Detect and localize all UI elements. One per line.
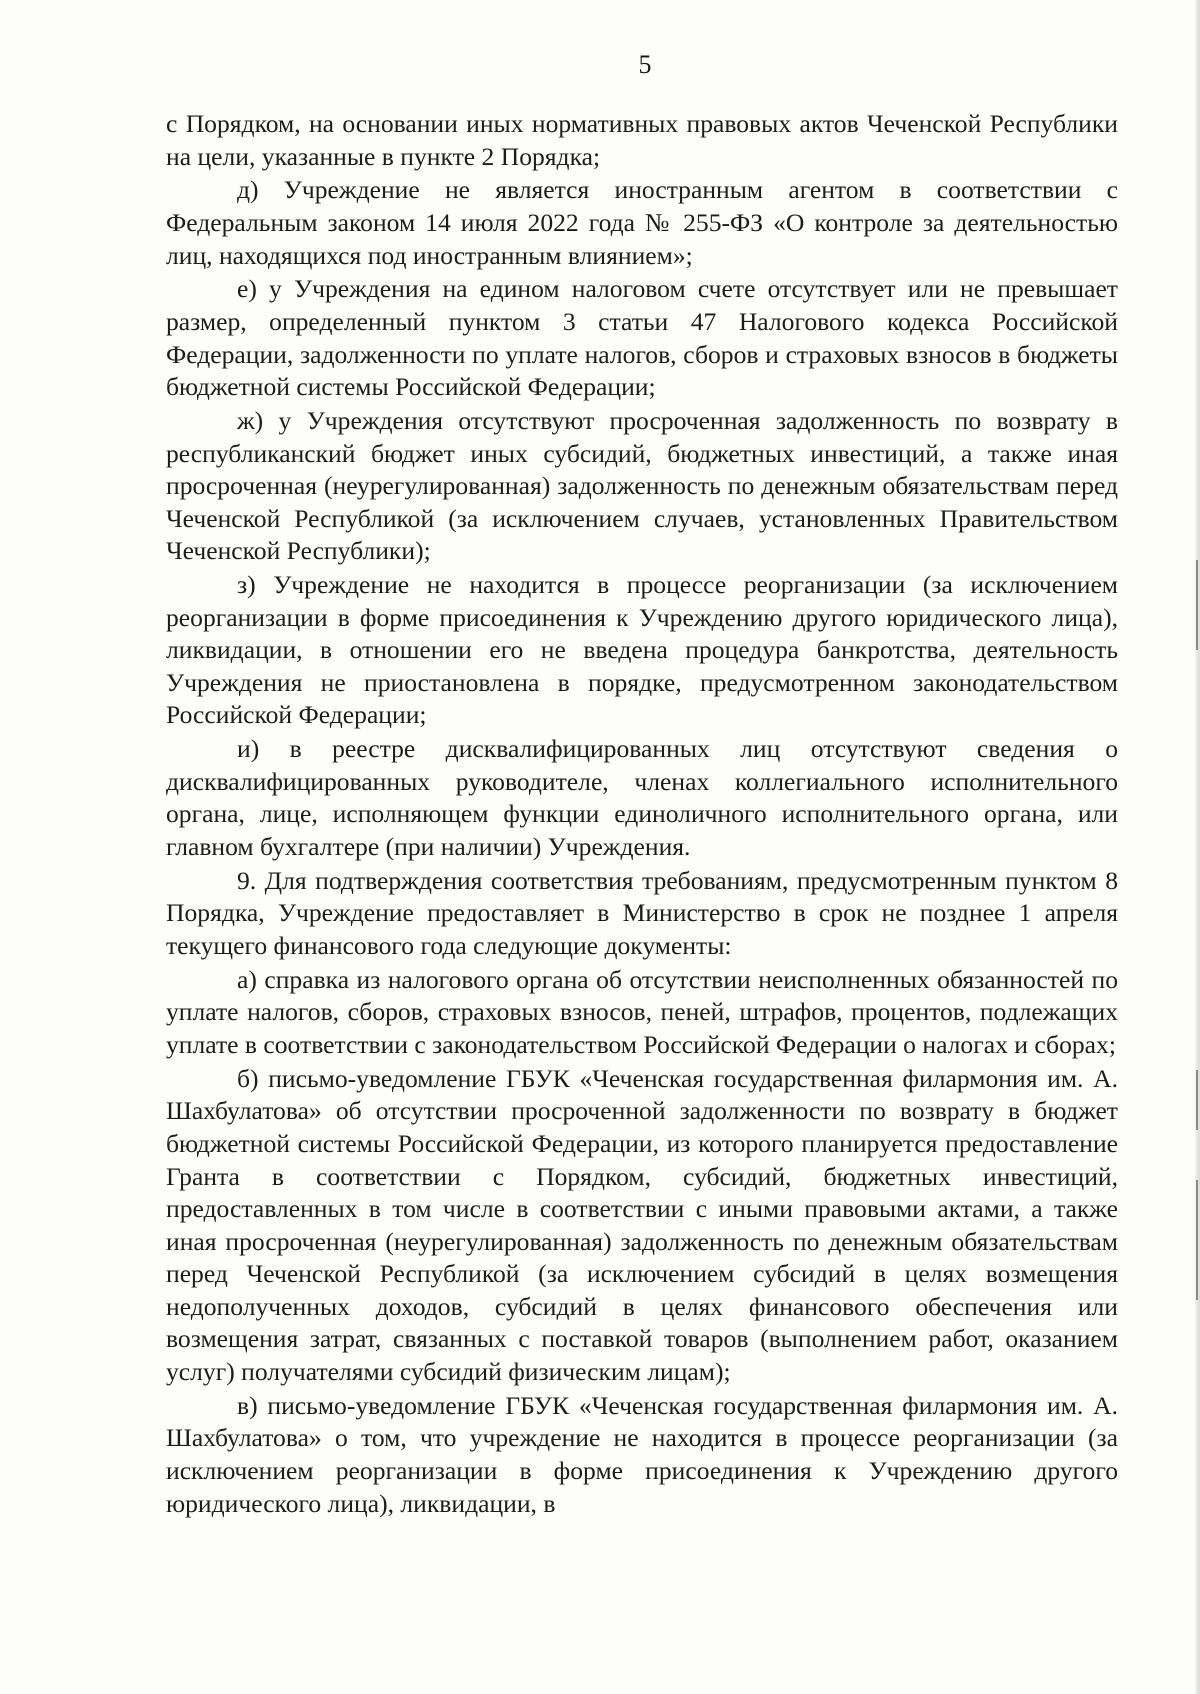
scan-edge-mark: [1196, 1070, 1198, 1130]
paragraph-item-zh: ж) у Учреждения отсутствуют просроченная задолженность по возврату в республиканский бюджет иных субсидий, бюджетных инвестиций, а также иная просроченная (неурегулированная) задолженность по денежным обязательствам перед Чеченской Республикой (за исключением случаев, установленных Правительством Чеченской Республики);: [166, 405, 1118, 566]
paragraph-item-a: а) справка из налогового органа об отсутствии неисполненных обязанностей по уплате налогов, сборов, страховых взносов, пеней, штрафов, процентов, подлежащих уплате в соответствии с законодательством Российской Федерации о налогах и сборах;: [166, 964, 1118, 1059]
paragraph-item-i: и) в реестре дисквалифицированных лиц отсутствуют сведения о дисквалифицированных руководителе, членах коллегиального исполнительного органа, лице, исполняющем функции единоличного исполнительного органа, или главном бухгалтере (при наличии) Учреждения.: [166, 734, 1118, 861]
paragraph-continuation: с Порядком, на основании иных нормативных правовых актов Чеченской Республики на цели, указанные в пункте 2 Порядка;: [166, 109, 1118, 171]
page-number: 5: [638, 50, 652, 79]
scan-edge-mark: [1196, 560, 1198, 650]
paragraph-item-v: в) письмо-уведомление ГБУК «Чеченская государственная филармония им. А. Шахбулатова» о том, что учреждение не находится в процессе реорганизации (за исключением реорганизации в форме присоединения к Учреждению другого юридического лица), ликвидации, в: [166, 1390, 1118, 1518]
paragraph-item-b: б) письмо-уведомление ГБУК «Чеченская государственная филармония им. А. Шахбулатова» об отсутствии просроченной задолженности по возврату в бюджет бюджетной системы Российской Федерации, из которого планируется предоставление Гранта в соответствии с Порядком, субсидий, бюджетных инвестиций, предоставленных в том числе в соответствии с иными правовыми актами, а также иная просроченная (неурегулированная) задолженность по денежным обязательствам перед Чеченской Республикой (за исключением субсидий в целях возмещения недополученных доходов, субсидий в целях финансового обеспечения или возмещения затрат, связанных с поставкой товаров (выполнением работ, оказанием услуг) получателями субсидий физическим лицам);: [166, 1063, 1118, 1387]
scan-edge-mark: [1196, 1180, 1198, 1300]
paragraph-item-z: з) Учреждение не находится в процессе реорганизации (за исключением реорганизации в форме присоединения к Учреждению другого юридического лица), ликвидации, в отношении его не введена процедура банкротства, деятельность Учреждения не приостановлена в порядке, предусмотренном законодательством Российской Федерации;: [166, 570, 1118, 730]
document-body: [166, 108, 1118, 1521]
paragraph-item-e: е) у Учреждения на едином налоговом счете отсутствует или не превышает размер, определенный пунктом 3 статьи 47 Налогового кодекса Российской Федерации, задолженности по уплате налогов, сборов и страховых взносов в бюджеты бюджетной системы Российской Федерации;: [166, 274, 1118, 402]
scan-right-edge: [1195, 0, 1200, 1694]
paragraph-section-9: 9. Для подтверждения соответствия требованиям, предусмотренным пунктом 8 Порядка, Учреждение предоставляет в Министерство в срок не позднее 1 апреля текущего финансового года следующие документы:: [166, 865, 1118, 960]
paragraph-item-d: д) Учреждение не является иностранным агентом в соответствии с Федеральным законом 14 июля 2022 года № 255-ФЗ «О контроле за деятельностью лиц, находящихся под иностранным влиянием»;: [166, 175, 1118, 270]
